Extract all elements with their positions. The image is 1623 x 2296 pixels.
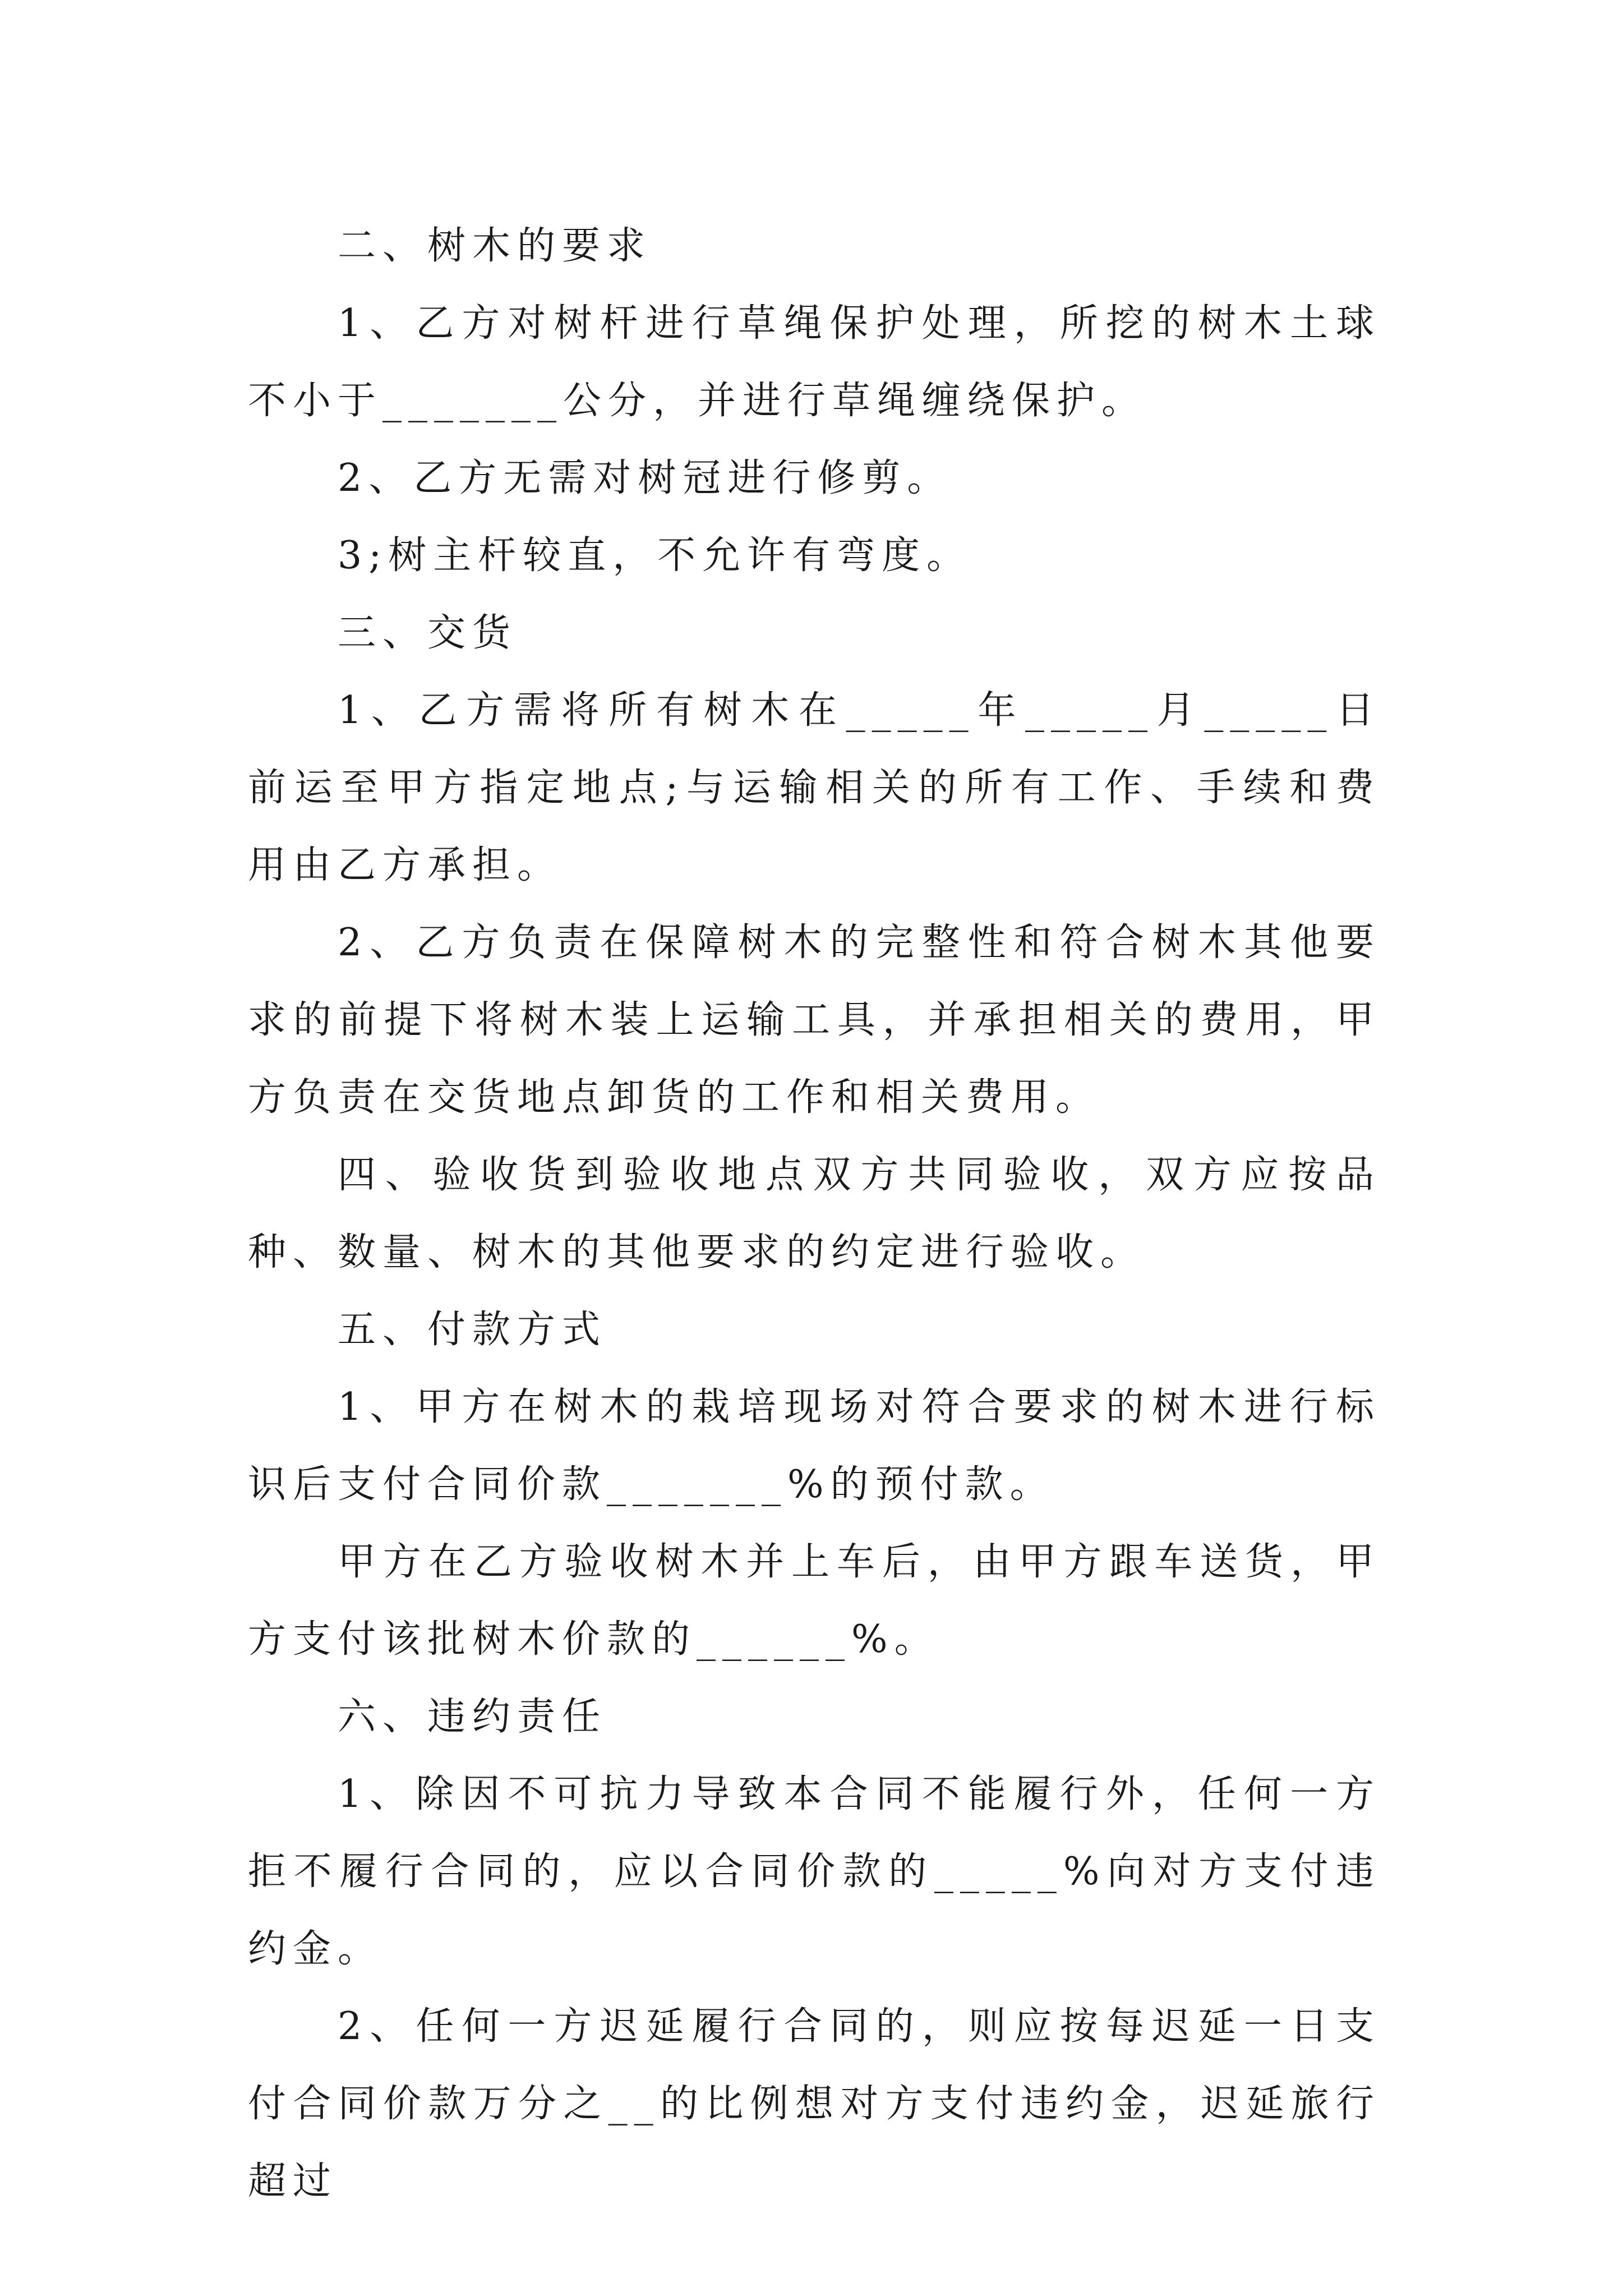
clause-2-2-no-pruning: 2、乙方无需对树冠进行修剪。 bbox=[338, 456, 952, 500]
clause-2-3-straight-trunk: 3;树主杆较直，不允许有弯度。 bbox=[338, 533, 972, 578]
clause-3-2-loading: 2、乙方负责在保障树木的完整性和符合树木其他要求的前提下将树木装上运输工具，并承担相关的费用，甲方负责在交货地点卸货的工作和相关费用。 bbox=[248, 921, 1381, 1120]
section-acceptance: 四、验收货到验收地点双方共同验收，双方应按品种、数量、树木的其他要求的约定进行验收。 bbox=[248, 1153, 1381, 1274]
clause-2-1-root-ball: 1、乙方对树杆进行草绳保护处理，所挖的树木土球不小于_______公分，并进行草绳缠绕保护。 bbox=[248, 301, 1381, 423]
clause-5-1-prepayment: 1、甲方在树木的栽培现场对符合要求的树木进行标识后支付合同价款_______%的预付款。 bbox=[248, 1385, 1381, 1507]
section-heading-delivery: 三、交货 bbox=[338, 611, 518, 655]
section-heading-liability: 六、违约责任 bbox=[338, 1695, 607, 1739]
clause-3-1-delivery-date: 1、乙方需将所有树木在_____年_____月_____日前运至甲方指定地点;与运输相关的所有工作、手续和费用由乙方承担。 bbox=[248, 688, 1381, 887]
section-heading-payment: 五、付款方式 bbox=[338, 1308, 607, 1352]
clause-6-2-delay-penalty: 2、任何一方迟延履行合同的，则应按每迟延一日支付合同价款万分之__的比例想对方支付违约金，迟延旅行超过 bbox=[248, 2004, 1381, 2203]
section-heading-tree-requirements: 二、树木的要求 bbox=[338, 224, 652, 268]
clause-5-2-payment-on-loading: 甲方在乙方验收树木并上车后，由甲方跟车送货，甲方支付该批树木价款的______%。 bbox=[248, 1540, 1381, 1662]
document-body bbox=[248, 208, 1381, 2220]
clause-6-1-refusal-penalty: 1、除因不可抗力导致本合同不能履行外，任何一方拒不履行合同的，应以合同价款的_____%向对方支付违约金。 bbox=[248, 1772, 1381, 1971]
